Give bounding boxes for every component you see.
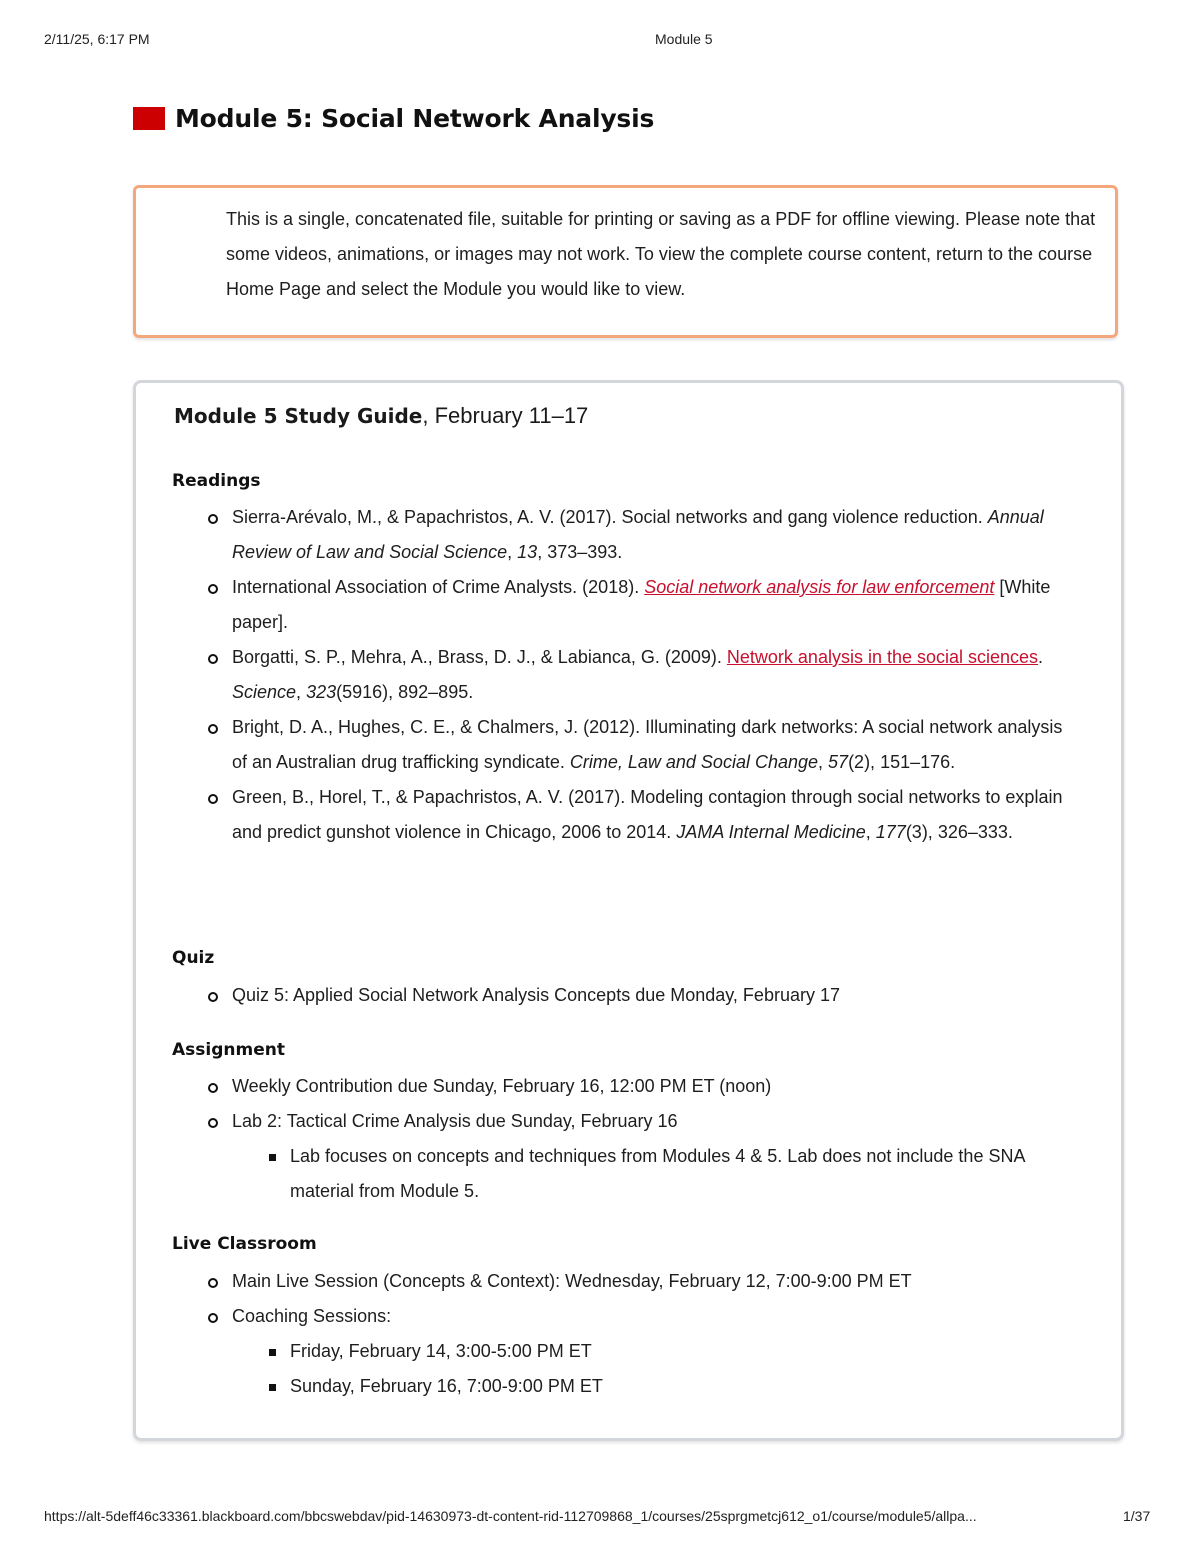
readings-list	[232, 500, 1072, 850]
print-notice-box	[133, 185, 1118, 338]
live-session-item: Main Live Session (Concepts & Context): Wednesday, February 12, 7:00-9:00 PM ET	[232, 1264, 1072, 1299]
quiz-list	[232, 978, 1072, 1013]
module-heading	[133, 104, 654, 133]
print-notice-text: This is a single, concatenated file, suitable for printing or saving as a PDF for offline viewing. Please note that some videos, animations, or images may not work. To view the complete course content, return to the course Home Page and select the Module you would like to view.	[226, 209, 1096, 299]
page-number: 1/37	[1123, 1508, 1151, 1524]
coaching-sublist	[232, 1334, 1072, 1404]
live-classroom-heading: Live Classroom	[172, 1234, 317, 1254]
assignment-list	[232, 1069, 1072, 1209]
reading-item: International Association of Crime Analysts. (2018). Social network analysis for law enforcement [White paper].	[232, 570, 1072, 640]
module-title: Module 5: Social Network Analysis	[175, 104, 655, 133]
reading-item: Sierra-Arévalo, M., & Papachristos, A. V. (2017). Social networks and gang violence reduction. Annual Review of Law and Social Science, 13, 373–393.	[232, 500, 1072, 570]
assignment-item: Weekly Contribution due Sunday, February 16, 12:00 PM ET (noon)	[232, 1069, 1072, 1104]
coaching-item: Coaching Sessions: Friday, February 14, 3:00-5:00 PM ET Sunday, February 16, 7:00-9:00 PM ET	[232, 1299, 1072, 1404]
assignment-item: Lab 2: Tactical Crime Analysis due Sunday, February 16 Lab focuses on concepts and techniques from Modules 4 & 5. Lab does not include the SNA material from Module 5.	[232, 1104, 1072, 1209]
coaching-session-item: Sunday, February 16, 7:00-9:00 PM ET	[290, 1369, 1072, 1404]
assignment-heading: Assignment	[172, 1040, 285, 1060]
reading-item: Bright, D. A., Hughes, C. E., & Chalmers, J. (2012). Illuminating dark networks: A social network analysis of an Australian drug trafficking syndicate. Crime, Law and Social Change, 57(2), 151–176.	[232, 710, 1072, 780]
reading-item: Borgatti, S. P., Mehra, A., Brass, D. J., & Labianca, G. (2009). Network analysis in the social sciences. Science, 323(5916), 892–895.	[232, 640, 1072, 710]
print-url: https://alt-5deff46c33361.blackboard.com/bbcswebdav/pid-14630973-dt-content-rid-112709868_1/courses/25sprgmetcj612_o1/course/module5/allpa...	[44, 1508, 977, 1524]
reading-item: Green, B., Horel, T., & Papachristos, A. V. (2017). Modeling contagion through social networks to explain and predict gunshot violence in Chicago, 2006 to 2014. JAMA Internal Medicine, 177(3), 326–333.	[232, 780, 1072, 850]
assignment-subitem: Lab focuses on concepts and techniques from Modules 4 & 5. Lab does not include the SNA material from Module 5.	[290, 1139, 1072, 1209]
quiz-heading: Quiz	[172, 948, 215, 968]
study-guide-dates: , February 11–17	[422, 403, 589, 428]
study-guide-title-bold: Module 5 Study Guide	[174, 404, 423, 428]
coaching-session-item: Friday, February 14, 3:00-5:00 PM ET	[290, 1334, 1072, 1369]
link-network-analysis-social-sciences[interactable]: Network analysis in the social sciences	[726, 647, 1039, 667]
print-page-title: Module 5	[655, 31, 713, 47]
readings-heading: Readings	[172, 471, 261, 491]
quiz-item: Quiz 5: Applied Social Network Analysis Concepts due Monday, February 17	[232, 978, 1072, 1013]
study-guide-title	[174, 403, 588, 429]
print-datetime: 2/11/25, 6:17 PM	[44, 31, 150, 47]
live-classroom-list	[232, 1264, 1072, 1404]
link-sna-law-enforcement[interactable]: Social network analysis for law enforcement	[644, 577, 995, 597]
module-color-block	[133, 107, 165, 130]
assignment-sublist	[232, 1139, 1072, 1209]
study-guide-panel	[133, 380, 1124, 1441]
